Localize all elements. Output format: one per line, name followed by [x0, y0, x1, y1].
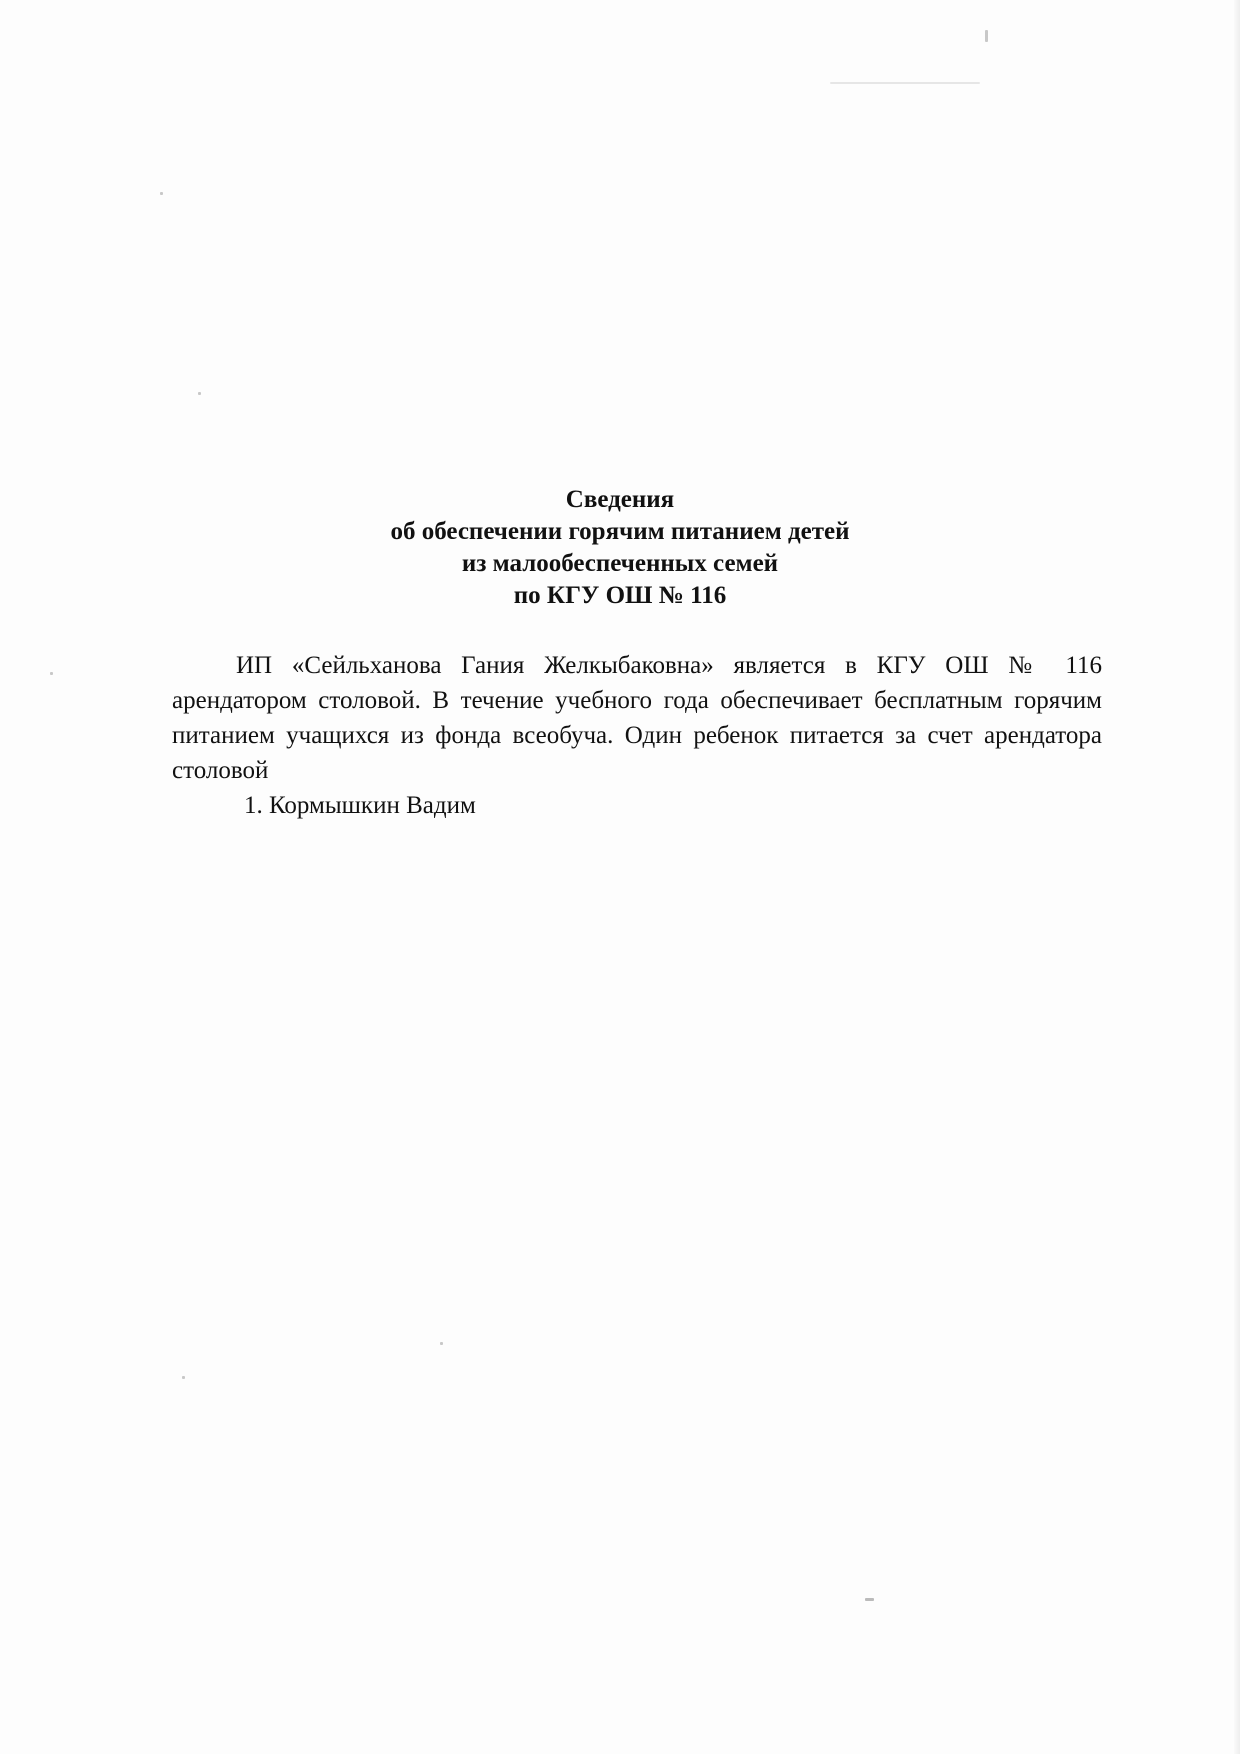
scan-edge	[1234, 0, 1240, 1754]
title-line-3: из малообеспеченных семей	[461, 550, 779, 577]
list-item: 1. Кормышкин Вадим	[244, 792, 476, 819]
scan-speck	[440, 1342, 443, 1345]
title-line-2: об обеспечении горячим питанием детей	[390, 518, 850, 545]
scan-speck	[198, 392, 201, 395]
title-line-4: по КГУ ОШ № 116	[513, 582, 727, 609]
scan-speck	[830, 82, 980, 84]
document-title	[320, 484, 920, 612]
scan-speck	[182, 1376, 185, 1379]
scan-speck	[160, 192, 163, 195]
title-line-1: Сведения	[565, 486, 675, 513]
body-paragraph: ИП «Сейльханова Гания Желкыбаковна» является в КГУ ОШ № 116 арендатором столовой. В течение учебного года обеспечивает бесплатным горячим питанием учащихся из фонда всеобуча. Один ребенок питается за счет арендатора столовой	[172, 652, 1102, 784]
document-body	[172, 648, 1102, 823]
scan-speck	[50, 672, 53, 675]
scan-speck	[865, 1598, 874, 1601]
scan-speck	[985, 30, 988, 42]
